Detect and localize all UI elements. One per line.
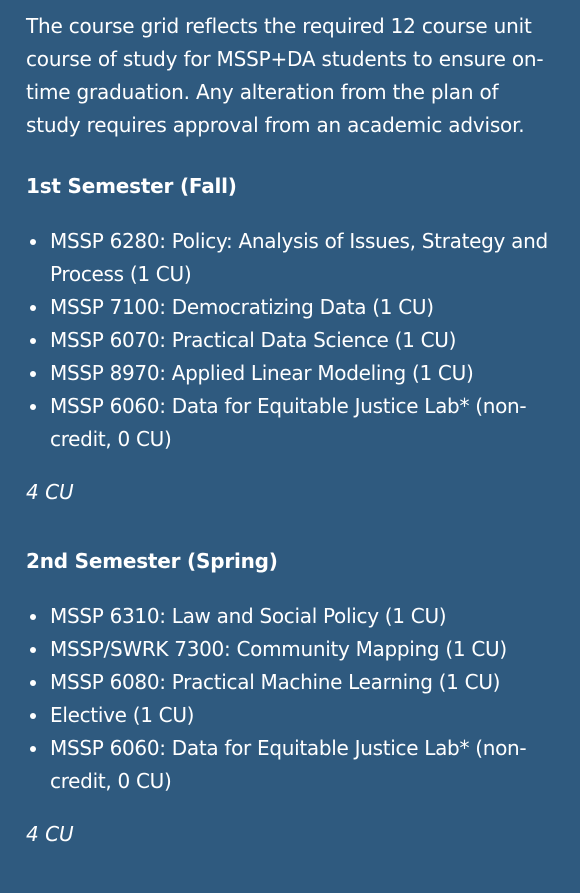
course-item: MSSP 6070: Practical Data Science (1 CU) xyxy=(50,324,556,357)
semester-total: 4 CU xyxy=(26,480,74,504)
intro-paragraph: The course grid reflects the required 12 course unit course of study for MSSP+DA students to ensure on-time graduation. Any alteration from the plan of study requires approval from an academic advisor. xyxy=(26,14,544,137)
course-item: MSSP 6060: Data for Equitable Justice Lab* (non-credit, 0 CU) xyxy=(50,390,556,456)
course-item: MSSP 6080: Practical Machine Learning (1 CU) xyxy=(50,666,556,699)
semester-fall xyxy=(26,170,556,509)
course-list xyxy=(26,600,556,798)
course-item: MSSP 8970: Applied Linear Modeling (1 CU) xyxy=(50,357,556,390)
semester-spring xyxy=(26,545,556,851)
semester-title: 2nd Semester (Spring) xyxy=(26,549,278,573)
course-item: MSSP 6280: Policy: Analysis of Issues, Strategy and Process (1 CU) xyxy=(50,225,556,291)
course-item: MSSP/SWRK 7300: Community Mapping (1 CU) xyxy=(50,633,556,666)
semester-title: 1st Semester (Fall) xyxy=(26,174,237,198)
course-item: Elective (1 CU) xyxy=(50,699,556,732)
semester-total: 4 CU xyxy=(26,822,74,846)
course-item: MSSP 7100: Democratizing Data (1 CU) xyxy=(50,291,556,324)
course-list xyxy=(26,225,556,456)
course-item: MSSP 6060: Data for Equitable Justice Lab* (non-credit, 0 CU) xyxy=(50,732,556,798)
course-item: MSSP 6310: Law and Social Policy (1 CU) xyxy=(50,600,556,633)
